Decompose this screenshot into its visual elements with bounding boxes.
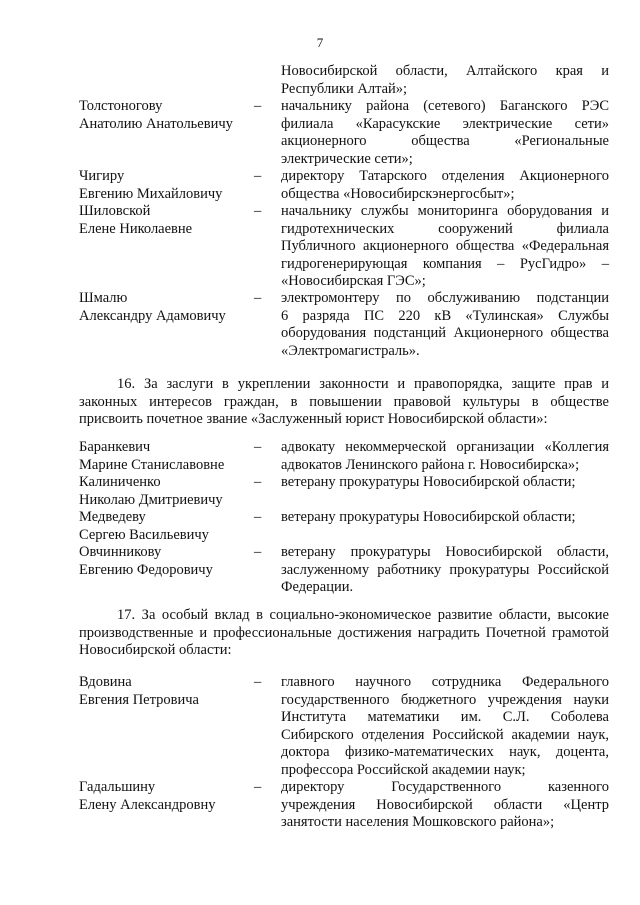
recipient-position: ветерану прокуратуры Новосибирской области;: [281, 474, 576, 490]
recipient-name: Медведеву Сергею Васильевичу: [79, 509, 209, 543]
recipient-name: Овчинникову Евгению Федоровичу: [79, 544, 213, 578]
recipient-name: Чигиру Евгению Михайловичу: [79, 168, 223, 202]
award-entry: [0, 474, 640, 508]
dash: –: [254, 509, 262, 525]
award-entry: [0, 544, 640, 597]
dash: –: [254, 674, 262, 690]
recipient-position: директору Татарского отделения Акционерного общества «Новосибирскэнергосбыт»;: [281, 168, 609, 202]
award-entry: [0, 168, 640, 203]
award-entry: [0, 98, 640, 168]
recipient-position: начальнику службы мониторинга оборудования и гидротехнических сооружений филиала Публичного акционерного общества «Федеральная гидрогенерирующая компания – РусГидро» – «Новосибирская ГЭС»;: [281, 203, 609, 289]
page-number: 7: [316, 35, 324, 50]
recipient-position: ветерану прокуратуры Новосибирской области, заслуженному работнику прокуратуры Российской Федерации.: [281, 544, 609, 595]
dash: –: [254, 203, 262, 219]
dash: –: [254, 290, 262, 306]
section-17-paragraph: 17. За особый вклад в социально-экономическое развитие области, высокие производственные и профессиональные достижения наградить Почетной грамотой Новосибирской области:: [79, 607, 609, 658]
award-entry: [0, 509, 640, 543]
dash: –: [254, 779, 262, 795]
dash: –: [254, 439, 262, 455]
recipient-position: ветерану прокуратуры Новосибирской области;: [281, 509, 576, 525]
continuation-block: [0, 63, 640, 98]
recipient-name: Шиловской Елене Николаевне: [79, 203, 193, 237]
recipient-position: начальнику района (сетевого) Баганского РЭС филиала «Карасукские электрические сети» акционерного общества «Региональные электрические сети»;: [281, 98, 609, 167]
award-entry: [0, 290, 640, 360]
dash: –: [254, 544, 262, 560]
dash: –: [254, 98, 262, 114]
recipient-name: Гадальшину Елену Александровну: [79, 779, 216, 813]
recipient-position: электромонтеру по обслуживанию подстанции 6 разряда ПС 220 кВ «Тулинская» Службы оборудования подстанций Акционерного общества «Электромагистраль».: [281, 290, 609, 359]
recipient-position: директору Государственного казенного учреждения Новосибирской области «Центр занятости населения Мошковского района»;: [281, 779, 609, 830]
award-entry: [0, 674, 640, 779]
recipient-name: Вдовина Евгения Петровича: [79, 674, 199, 708]
recipient-name: Баранкевич Марине Станиславовне: [79, 439, 225, 473]
recipient-name: Толстоногову Анатолию Анатольевичу: [79, 98, 233, 132]
recipient-name: Шмалю Александру Адамовичу: [79, 290, 226, 324]
recipient-name: Калиниченко Николаю Дмитриевичу: [79, 474, 223, 508]
continuation-text: Новосибирской области, Алтайского края и Республики Алтай»;: [281, 63, 609, 97]
section-16-paragraph: 16. За заслуги в укреплении законности и правопорядка, защите прав и законных интересов граждан, в повышении правовой культуры в обществе присвоить почетное звание «Заслуженный юрист Новосибирской области»:: [79, 376, 609, 427]
recipient-position: главного научного сотрудника Федерального государственного бюджетного учреждения науки Института математики им. С.Л. Соболева Сибирского отделения Российской академии наук, доктора физико-математических наук, доцента, профессора Российской академии наук;: [281, 674, 609, 778]
recipient-position: адвокату некоммерческой организации «Коллегия адвокатов Ленинского района г. Новосибирска»;: [281, 439, 609, 473]
award-entry: [0, 439, 640, 474]
award-entry: [0, 203, 640, 291]
dash: –: [254, 168, 262, 184]
dash: –: [254, 474, 262, 490]
award-entry: [0, 779, 640, 832]
